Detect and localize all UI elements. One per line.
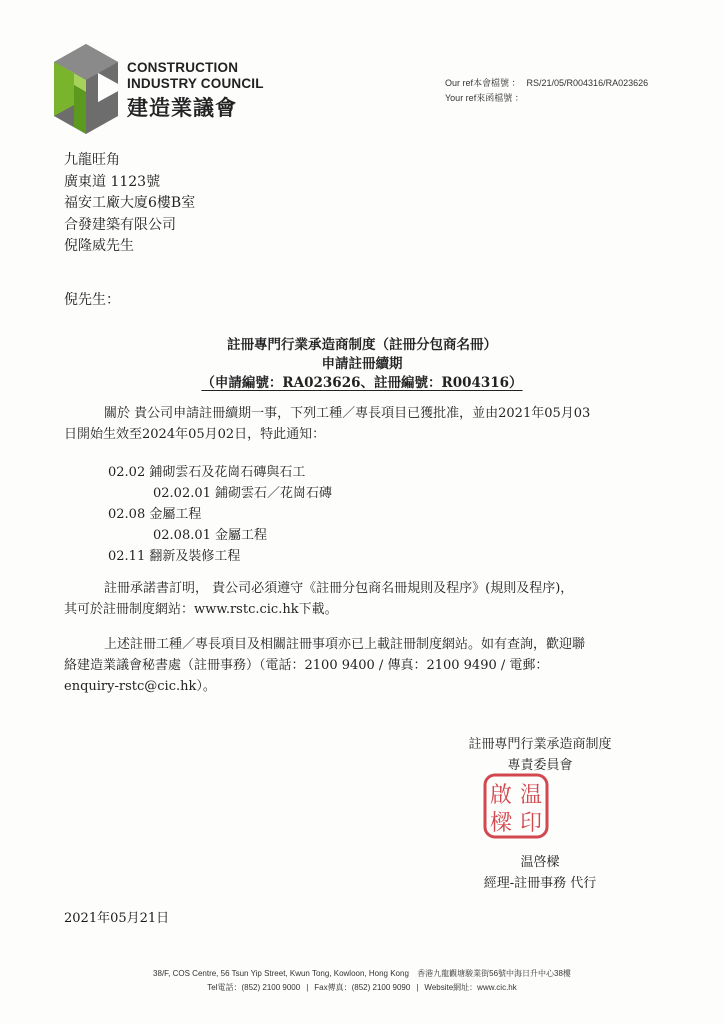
paragraph-rules (64, 578, 674, 620)
footer-address (0, 968, 724, 979)
our-ref-value: RS/21/05/R004316/RA023626 (526, 78, 649, 88)
address-line: 倪隆威先生 (64, 238, 134, 254)
list-item: 02.08.01 金屬工程 (153, 528, 268, 543)
footer-contact: Tel電話：(852) 2100 9000 | Fax傳真：(852) 2100 9090 | Website網址：www.cic.hk (207, 983, 517, 992)
list-item: 02.02.01 鋪砌雲石／花崗石磚 (153, 486, 333, 501)
svg-text:温: 温 (519, 783, 543, 808)
list-item: 02.08 金屬工程 (108, 507, 202, 522)
footer-address-en: 38/F, COS Centre, 56 Tsun Yip Street, Kwun Tong, Kowloon, Hong Kong (153, 969, 409, 978)
signatory-title: 經理-註冊事務 代行 (483, 876, 597, 891)
your-ref-label: Your ref來函檔號 ： (445, 93, 524, 103)
org-name-english (127, 60, 264, 92)
paragraph-line: enquiry-rstc@cic.hk）。 (64, 679, 216, 694)
letter-date: 2021年05月21日 (64, 911, 170, 926)
seal-stamp-icon (482, 772, 550, 840)
address-line: 廣東道 1123號 (64, 173, 161, 190)
paragraph-enquiry (64, 634, 674, 697)
paragraph-line: 關於 貴公司申請註冊續期一事，下列工種／專長項目已獲批准，並由2021年05月03 (104, 406, 591, 421)
org-name-line2: INDUSTRY COUNCIL (127, 76, 264, 91)
paragraph-line: 上述註冊工種／專長項目及相關註冊事項亦已上載註冊制度網站。如有查詢，歡迎聯 (104, 637, 586, 652)
paragraph-line: 註冊承諾書訂明， 貴公司必須遵守《註冊分包商名冊規則及程序》(規則及程序)， (104, 581, 574, 596)
your-ref (445, 91, 648, 106)
approved-trades-list (108, 462, 332, 567)
reference-block (445, 76, 648, 106)
signatory (440, 852, 640, 894)
footer-tel: Tel電話：(852) 2100 9000 (207, 983, 301, 992)
svg-text:樑: 樑 (489, 811, 513, 836)
recipient-address (64, 150, 195, 258)
paragraph-line: 日開始生效至2024年05月02日，特此通知： (64, 427, 326, 442)
paragraph-line: 其可於註冊制度網站：www.rstc.cic.hk下載。 (64, 602, 338, 617)
signatory-name: 温啓樑 (520, 855, 560, 870)
our-ref (445, 76, 648, 91)
signature-committee (440, 734, 640, 776)
committee-name: 註冊專門行業承造商制度 (468, 737, 612, 752)
committee-name-line2: 專責委員會 (507, 758, 573, 773)
application-numbers: （申請編號：RA023626、註冊編號：R004316） (201, 375, 523, 391)
footer-website: Website網址：www.cic.hk (424, 983, 517, 992)
salutation: 倪先生： (64, 292, 120, 308)
paragraph-approval (64, 403, 674, 445)
footer-fax: Fax傳真：(852) 2100 9090 (314, 983, 411, 992)
list-item: 02.11 翻新及裝修工程 (108, 549, 241, 564)
letter-title-line2: 申請註冊續期 (321, 356, 403, 372)
letter-title-line1: 註冊專門行業承造商制度（註冊分包商名冊） (227, 337, 497, 353)
letter-title-line3 (0, 371, 724, 391)
svg-text:啟: 啟 (489, 783, 513, 808)
svg-text:印: 印 (519, 811, 543, 836)
org-name-chinese: 建造業議會 (127, 96, 237, 120)
footer-address-zh: 香港九龍觀塘駿業街56號中海日升中心38樓 (417, 969, 571, 978)
address-line: 九龍旺角 (64, 152, 120, 168)
cic-logo-icon (54, 44, 118, 134)
address-line: 福安工廠大廈6樓B室 (64, 195, 196, 211)
our-ref-label: Our ref本會檔號 ： (445, 78, 521, 88)
paragraph-line: 絡建造業議會秘書處（註冊事務）（電話：2100 9400 / 傳真：2100 9490 / 電郵： (64, 658, 549, 673)
address-line: 合發建築有限公司 (64, 216, 176, 233)
org-name-line1: CONSTRUCTION (127, 60, 239, 75)
list-item: 02.02 鋪砌雲石及花崗石磚與石工 (108, 465, 306, 480)
